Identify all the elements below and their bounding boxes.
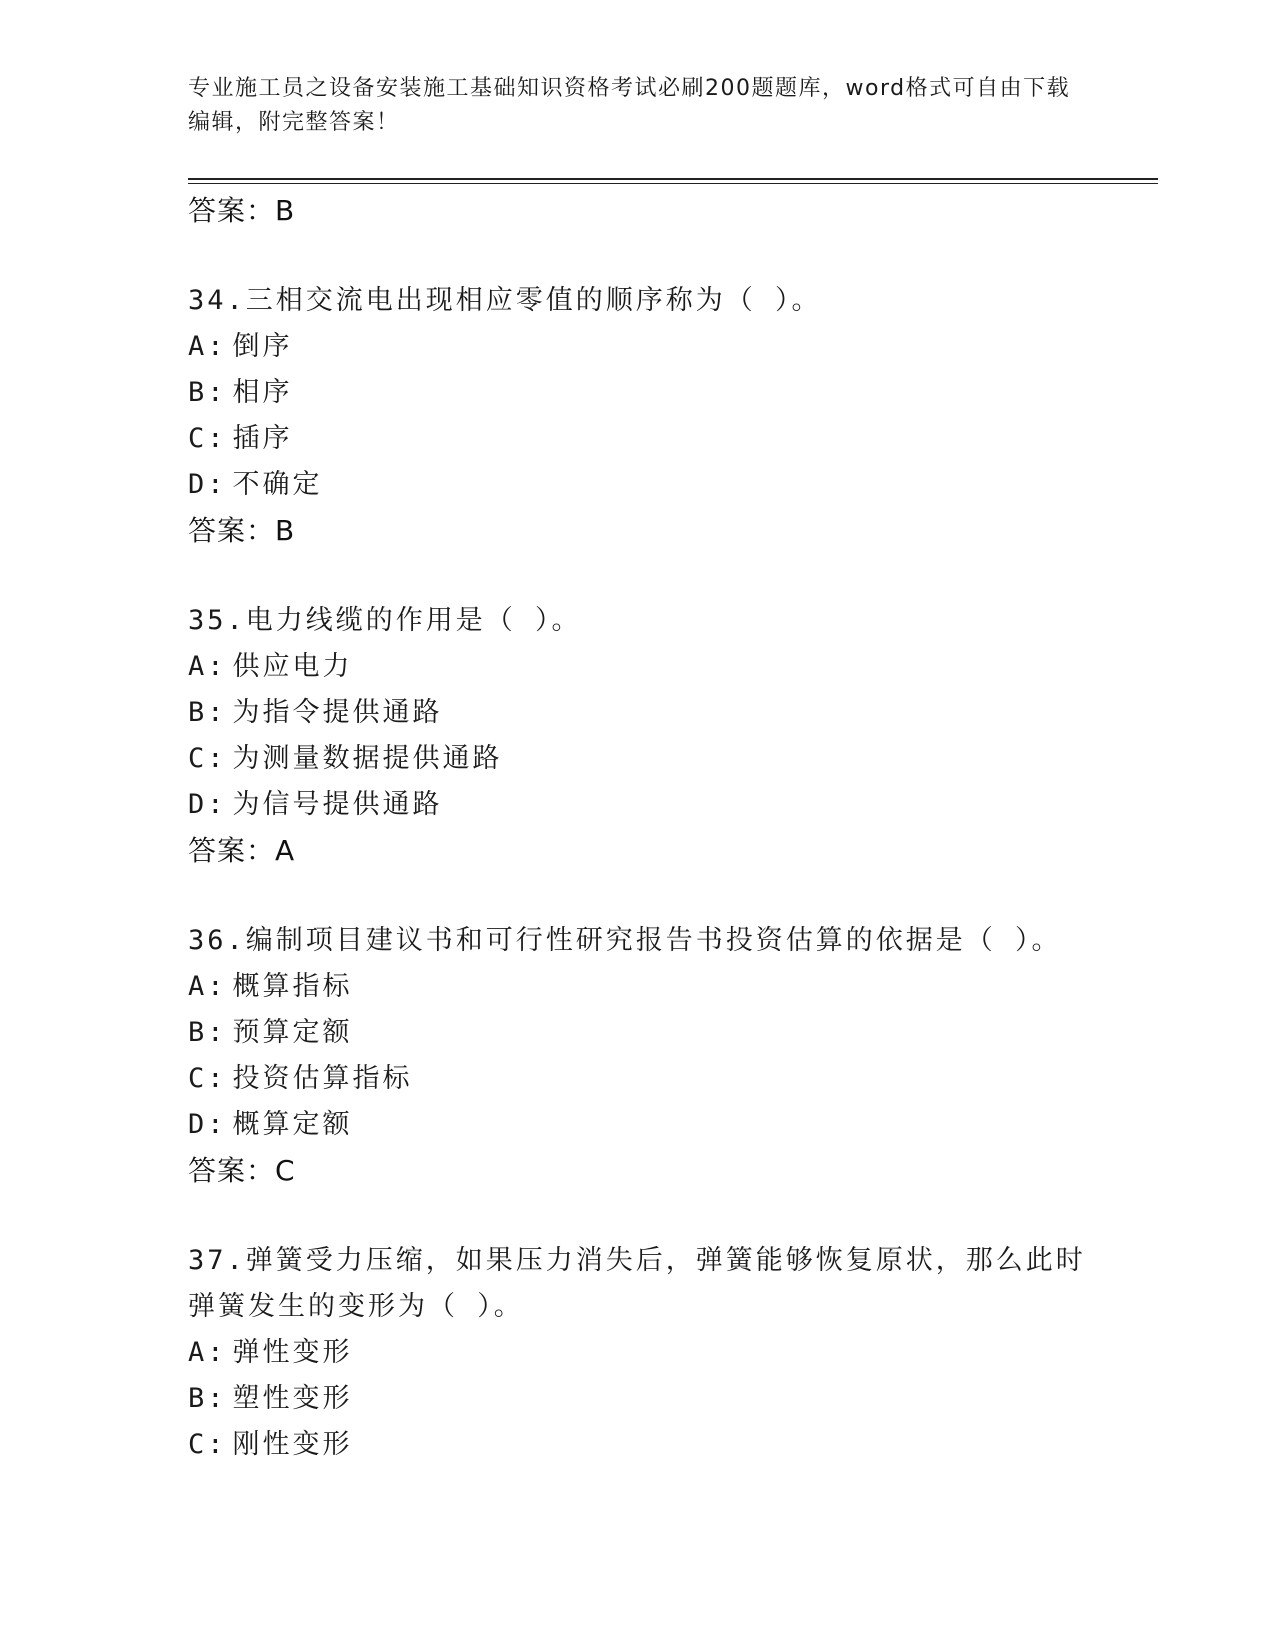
- option-item: [188, 736, 1088, 782]
- header-divider-thin: [188, 183, 1158, 184]
- option-text: 插序: [232, 423, 293, 454]
- option-item: [188, 782, 1088, 828]
- option-letter: A:: [188, 651, 227, 682]
- question-block: [188, 918, 1088, 1194]
- option-item: [188, 1056, 1088, 1102]
- option-text: 供应电力: [232, 651, 353, 682]
- option-item: [188, 1102, 1088, 1148]
- option-letter: C:: [188, 1429, 227, 1460]
- option-letter: B:: [188, 697, 227, 728]
- option-text: 倒序: [232, 331, 293, 362]
- option-letter: A:: [188, 971, 227, 1002]
- option-letter: D:: [188, 469, 227, 500]
- option-letter: A:: [188, 331, 227, 362]
- question-block: [188, 1238, 1088, 1468]
- answer-line: 答案：B: [188, 194, 296, 227]
- document-header: 专业施工员之设备安装施工基础知识资格考试必刷200题题库，word格式可自由下载编辑，附完整答案！: [188, 76, 1071, 135]
- answer-line: 答案：A: [188, 834, 296, 867]
- question-block: [188, 598, 1088, 874]
- option-text: 相序: [232, 377, 293, 408]
- option-item: [188, 690, 1088, 736]
- option-text: 预算定额: [232, 1017, 353, 1048]
- document-body: [188, 188, 1088, 1468]
- option-item: [188, 1010, 1088, 1056]
- option-item: [188, 1422, 1088, 1468]
- option-item: [188, 416, 1088, 462]
- option-letter: C:: [188, 423, 227, 454]
- option-text: 投资估算指标: [232, 1063, 413, 1094]
- question-text: 34.三相交流电出现相应零值的顺序称为（ ）。: [188, 285, 822, 316]
- answer-line: 答案：B: [188, 514, 296, 547]
- spacer: [188, 234, 1088, 278]
- question-text: 35.电力线缆的作用是（ ）。: [188, 605, 582, 636]
- spacer: [188, 554, 1088, 598]
- option-letter: A:: [188, 1337, 227, 1368]
- spacer: [188, 874, 1088, 918]
- answer-line: 答案：C: [188, 1154, 296, 1187]
- option-item: [188, 324, 1088, 370]
- option-text: 塑性变形: [232, 1383, 353, 1414]
- option-letter: C:: [188, 743, 227, 774]
- option-text: 为指令提供通路: [232, 697, 443, 728]
- option-text: 概算指标: [232, 971, 353, 1002]
- option-item: [188, 964, 1088, 1010]
- option-text: 刚性变形: [232, 1429, 353, 1460]
- question-text: 36.编制项目建议书和可行性研究报告书投资估算的依据是（ ）。: [188, 925, 1062, 956]
- option-item: [188, 644, 1088, 690]
- option-text: 不确定: [232, 469, 323, 500]
- header-divider-thick: [188, 178, 1158, 180]
- option-letter: D:: [188, 789, 227, 820]
- spacer: [188, 1194, 1088, 1238]
- option-text: 概算定额: [232, 1109, 353, 1140]
- option-text: 为信号提供通路: [232, 789, 443, 820]
- option-letter: B:: [188, 1383, 227, 1414]
- question-block: [188, 278, 1088, 554]
- option-text: 为测量数据提供通路: [232, 743, 503, 774]
- option-item: [188, 462, 1088, 508]
- option-letter: B:: [188, 1017, 227, 1048]
- option-letter: B:: [188, 377, 227, 408]
- option-letter: C:: [188, 1063, 227, 1094]
- option-letter: D:: [188, 1109, 227, 1140]
- option-item: [188, 370, 1088, 416]
- option-item: [188, 1376, 1088, 1422]
- option-text: 弹性变形: [232, 1337, 353, 1368]
- option-item: [188, 1330, 1088, 1376]
- question-text: 37.弹簧受力压缩，如果压力消失后，弹簧能够恢复原状，那么此时弹簧发生的变形为（ ）。: [188, 1245, 1086, 1322]
